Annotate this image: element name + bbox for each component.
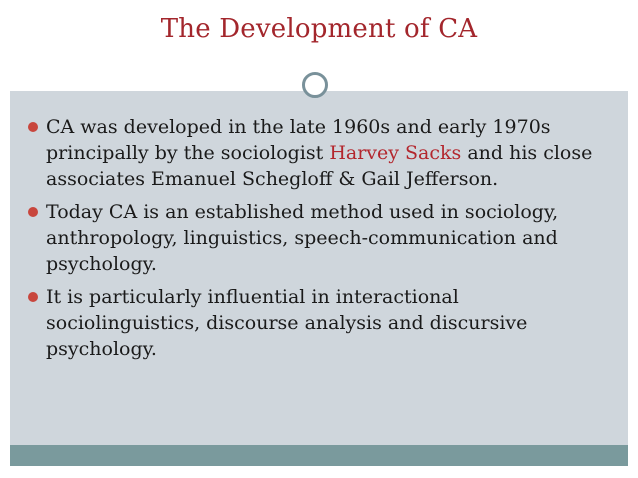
bullet-1-highlight: Harvey Sacks	[329, 142, 462, 164]
circle-ornament-icon	[302, 72, 328, 98]
bullet-dot-icon	[28, 207, 38, 217]
bullet-item-1	[22, 114, 618, 192]
bullet-2-text: Today CA is an established method used in sociology, anthropology, linguistics, speech-communication and psychology.	[46, 201, 559, 275]
slide-title: The Development of CA	[160, 14, 478, 44]
bullet-dot-icon	[28, 292, 38, 302]
bullet-item-3	[22, 284, 618, 362]
bullet-1-text-end: and his close associates Emanuel Schegloff & Gail Jefferson.	[46, 142, 593, 190]
bullet-item-2	[22, 199, 618, 277]
bullet-list	[22, 114, 618, 369]
bullet-3-text: It is particularly influential in interactional sociolinguistics, discourse analysis and discursive psychology.	[46, 286, 528, 360]
bullet-dot-icon	[28, 122, 38, 132]
bullet-1-text-start: CA was developed in the late 1960s and early 1970s principally by the sociologist	[46, 116, 551, 164]
footer-band	[10, 445, 628, 466]
